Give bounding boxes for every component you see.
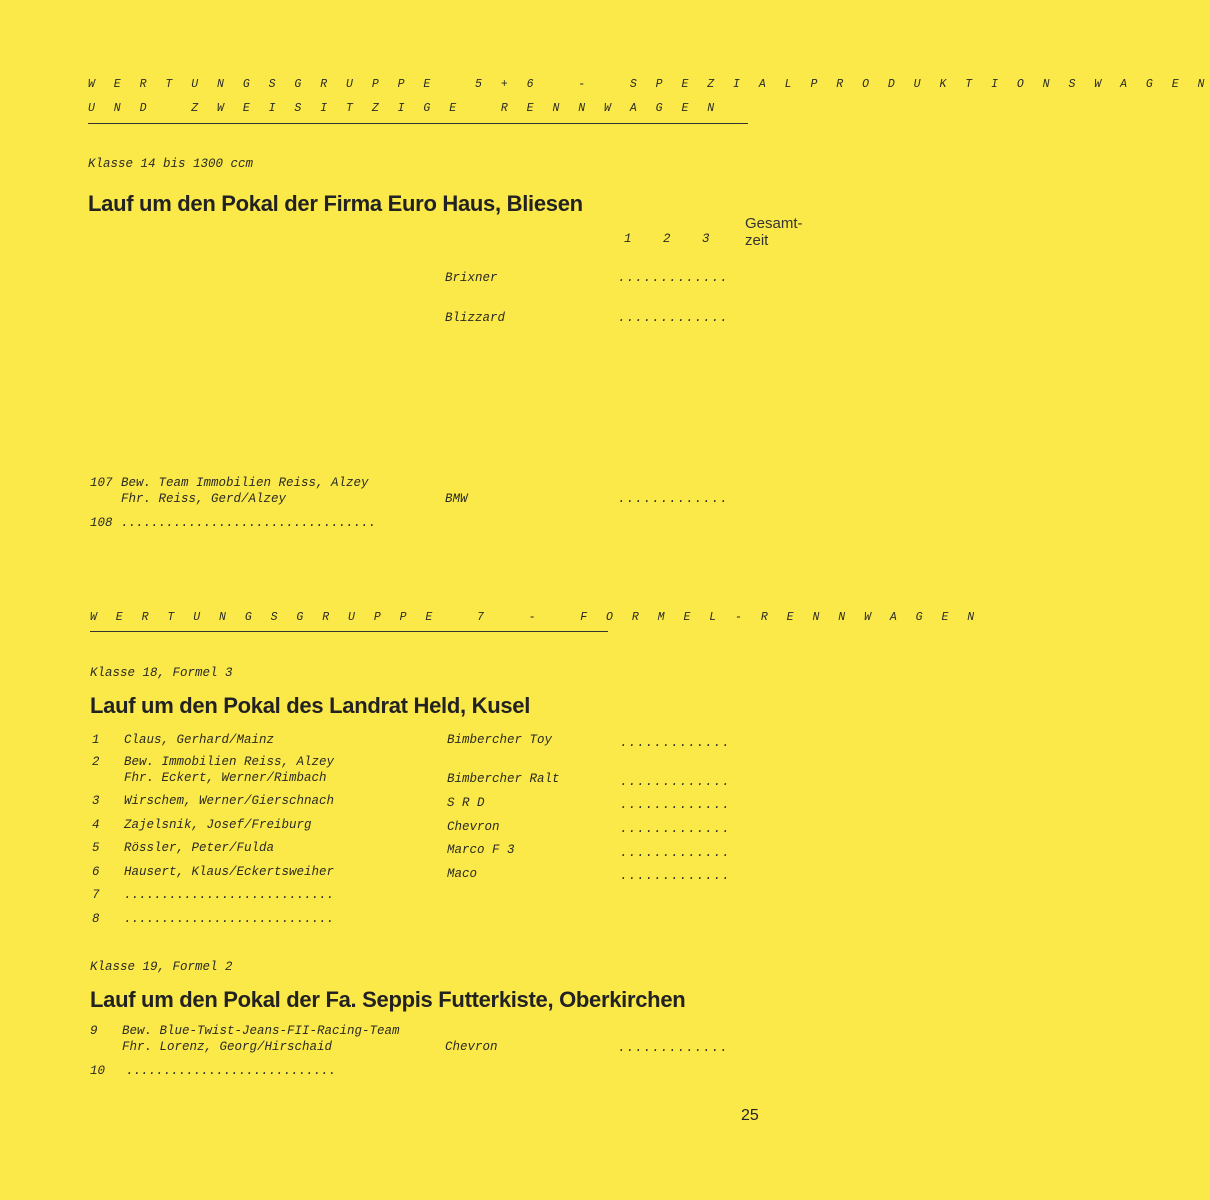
entry-car: Marco F 3: [447, 843, 515, 857]
entry-placeholder: ..................................: [121, 516, 377, 530]
entry-entrant: Bew. Blue-Twist-Jeans-FII-Racing-Team: [122, 1024, 400, 1038]
entry-driver: Fhr. Reiss, Gerd/Alzey: [121, 492, 287, 506]
time-dots: .............: [618, 311, 729, 325]
entry-car: Bimbercher Toy: [447, 733, 553, 747]
section3-race-title: Lauf um den Pokal der Fa. Seppis Futterkiste, Oberkirchen: [90, 987, 686, 1012]
entry-number: 2: [92, 755, 100, 769]
entry-driver: Fhr. Lorenz, Georg/Hirschaid: [122, 1040, 333, 1054]
entry-number: 9: [90, 1024, 98, 1038]
loose-car-name: Brixner: [445, 271, 498, 285]
col-header-2: 2: [663, 232, 671, 246]
time-dots: .............: [620, 775, 731, 789]
entry-car: Maco: [447, 867, 478, 881]
time-dots: .............: [618, 1041, 729, 1055]
section2-heading: W E R T U N G S G R U P P E 7 - F O R M E L - R E N N W A G E N: [90, 611, 981, 624]
entry-placeholder: ............................: [124, 888, 335, 902]
entry-entrant: Bew. Team Immobilien Reiss, Alzey: [121, 476, 369, 490]
entry-driver: Hausert, Klaus/Eckertsweiher: [124, 865, 335, 879]
entry-number: 10: [90, 1064, 106, 1078]
time-dots: .............: [618, 492, 729, 506]
entry-number: 5: [92, 841, 100, 855]
section1-heading-line2: U N D Z W E I S I T Z I G E R E N N W A G E N: [88, 102, 721, 115]
section1-heading-line1: W E R T U N G S G R U P P E 5 + 6 - S P E Z I A L P R O D U K T I O N S W A G E N: [88, 78, 1210, 91]
entry-placeholder: ............................: [126, 1064, 337, 1078]
entry-driver: Zajelsnik, Josef/Freiburg: [124, 818, 312, 832]
entry-number: 6: [92, 865, 100, 879]
section1-race-title: Lauf um den Pokal der Firma Euro Haus, Bliesen: [88, 191, 583, 216]
section3-class-label: Klasse 19, Formel 2: [90, 960, 233, 974]
entry-placeholder: ............................: [124, 912, 335, 926]
entry-car: S R D: [447, 796, 485, 810]
page-number: 25: [741, 1107, 759, 1124]
col-header-3: 3: [702, 232, 710, 246]
time-dots: .............: [620, 822, 731, 836]
total-time-header-line2: zeit: [745, 232, 769, 249]
entry-car: BMW: [445, 492, 468, 506]
section1-rule: [88, 123, 748, 124]
entry-driver: Rössler, Peter/Fulda: [124, 841, 275, 855]
time-dots: .............: [620, 846, 731, 860]
entry-number: 108: [90, 516, 113, 530]
section2-class-label: Klasse 18, Formel 3: [90, 666, 233, 680]
entry-number: 4: [92, 818, 100, 832]
entry-number: 107: [90, 476, 113, 490]
total-time-header-line1: Gesamt-: [745, 215, 803, 232]
section2-rule: [90, 631, 608, 632]
time-dots: .............: [620, 869, 731, 883]
time-dots: .............: [620, 736, 731, 750]
col-header-1: 1: [624, 232, 632, 246]
entry-driver: Fhr. Eckert, Werner/Rimbach: [124, 771, 327, 785]
entry-driver: Claus, Gerhard/Mainz: [124, 733, 275, 747]
entry-car: Chevron: [447, 820, 500, 834]
section1-class-label: Klasse 14 bis 1300 ccm: [88, 157, 254, 171]
entry-entrant: Bew. Immobilien Reiss, Alzey: [124, 755, 335, 769]
time-dots: .............: [620, 798, 731, 812]
entry-number: 1: [92, 733, 100, 747]
section2-race-title: Lauf um den Pokal des Landrat Held, Kusel: [90, 693, 531, 718]
loose-car-name: Blizzard: [445, 311, 506, 325]
entry-number: 3: [92, 794, 100, 808]
entry-car: Chevron: [445, 1040, 498, 1054]
entry-number: 8: [92, 912, 100, 926]
entry-car: Bimbercher Ralt: [447, 772, 560, 786]
entry-number: 7: [92, 888, 100, 902]
time-dots: .............: [618, 271, 729, 285]
entry-driver: Wirschem, Werner/Gierschnach: [124, 794, 335, 808]
